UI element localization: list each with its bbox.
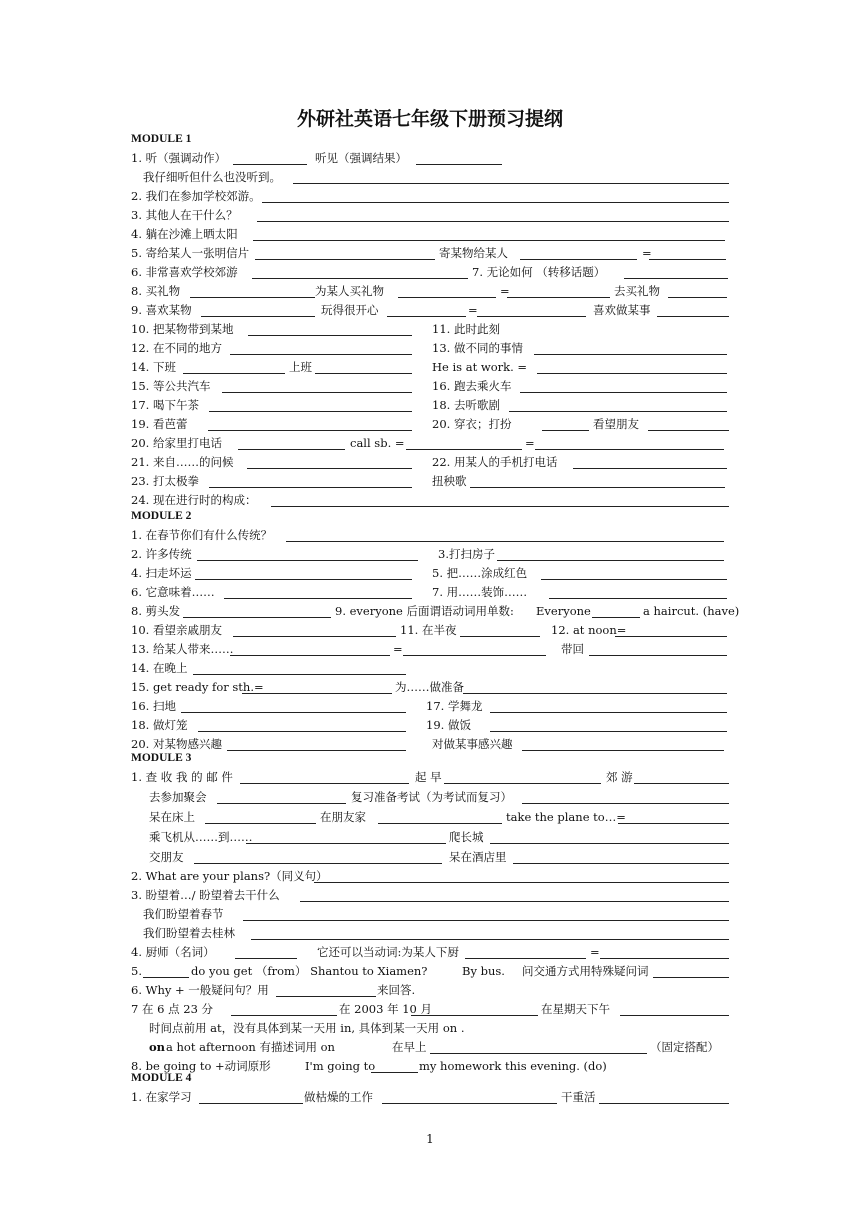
answer-blank[interactable] bbox=[387, 316, 466, 317]
outline-line bbox=[0, 735, 860, 754]
line-text: 看望朋友 bbox=[593, 417, 639, 431]
outline-line bbox=[0, 377, 860, 396]
page-number: 1 bbox=[426, 1132, 434, 1146]
line-text: 带回 bbox=[561, 642, 584, 656]
line-text: 乘飞机从……到…… bbox=[149, 830, 253, 844]
answer-blank[interactable] bbox=[406, 449, 522, 450]
answer-blank[interactable] bbox=[190, 297, 315, 298]
answer-blank[interactable] bbox=[624, 278, 728, 279]
answer-blank[interactable] bbox=[537, 373, 727, 374]
line-text: = bbox=[468, 303, 478, 317]
answer-blank[interactable] bbox=[201, 316, 315, 317]
outline-line bbox=[0, 282, 860, 301]
answer-blank[interactable] bbox=[194, 863, 442, 864]
line-text: 玩得很开心 bbox=[321, 303, 379, 317]
outline-line bbox=[0, 768, 860, 787]
line-text: 在星期天下午 bbox=[541, 1002, 610, 1016]
answer-blank[interactable] bbox=[541, 579, 727, 580]
answer-blank[interactable] bbox=[235, 958, 297, 959]
answer-blank[interactable] bbox=[592, 617, 640, 618]
line-text: 7. 用……装饰…… bbox=[432, 585, 528, 599]
line-text: 14. 在晚上 bbox=[131, 661, 188, 675]
outline-line bbox=[0, 905, 860, 924]
line-text: 4. 躺在沙滩上晒太阳 bbox=[131, 227, 238, 241]
line-text: 18. 去听歌剧 bbox=[432, 398, 500, 412]
answer-blank[interactable] bbox=[209, 411, 412, 412]
answer-blank[interactable] bbox=[238, 449, 345, 450]
line-text: 3. 盼望着…/ 盼望着去干什么 bbox=[131, 888, 280, 902]
outline-line bbox=[0, 564, 860, 583]
line-text: 16. 扫地 bbox=[131, 699, 176, 713]
line-text: 6. Why + 一般疑问句？用 bbox=[131, 983, 269, 997]
outline-line bbox=[0, 1000, 860, 1019]
outline-line bbox=[0, 583, 860, 602]
line-text: 时间点前用 at，没有具体到某一天用 in, 具体到某一天用 on . bbox=[149, 1021, 465, 1035]
outline-line bbox=[0, 339, 860, 358]
line-text: 17. 学舞龙 bbox=[426, 699, 483, 713]
outline-line bbox=[0, 602, 860, 621]
module-heading: MODULE 3 bbox=[131, 752, 192, 764]
outline-line bbox=[0, 788, 860, 807]
outline-line bbox=[0, 358, 860, 377]
answer-blank[interactable] bbox=[463, 693, 727, 694]
outline-line bbox=[0, 808, 860, 827]
line-text: 听见（强调结果） bbox=[315, 151, 407, 165]
answer-blank[interactable] bbox=[251, 939, 729, 940]
answer-blank[interactable] bbox=[233, 164, 307, 165]
line-text: 我仔细听但什么也没听到。 bbox=[143, 170, 281, 184]
answer-blank[interactable] bbox=[522, 803, 729, 804]
answer-blank[interactable] bbox=[653, 977, 729, 978]
outline-line bbox=[0, 263, 860, 282]
answer-blank[interactable] bbox=[444, 783, 601, 784]
answer-blank[interactable] bbox=[497, 560, 724, 561]
line-text: = bbox=[393, 642, 403, 656]
line-text: 5. 把……涂成红色 bbox=[432, 566, 528, 580]
line-text: 爬长城 bbox=[449, 830, 484, 844]
line-text: 2. 我们在参加学校郊游。 bbox=[131, 189, 261, 203]
answer-blank[interactable] bbox=[242, 693, 392, 694]
line-text: 1. 查 收 我 的 邮 件 bbox=[131, 770, 233, 784]
line-text: 13. 给某人带来…… bbox=[131, 642, 234, 656]
line-text: 9. 喜欢某物 bbox=[131, 303, 192, 317]
outline-line bbox=[0, 621, 860, 640]
outline-line bbox=[0, 168, 860, 187]
line-text: 干重活 bbox=[561, 1090, 596, 1104]
answer-blank[interactable] bbox=[589, 655, 727, 656]
line-text: 15. 等公共汽车 bbox=[131, 379, 211, 393]
line-text: = bbox=[642, 246, 652, 260]
answer-blank[interactable] bbox=[470, 487, 725, 488]
answer-blank[interactable] bbox=[262, 202, 729, 203]
line-text: 13. 做不同的事情 bbox=[432, 341, 523, 355]
line-text: 10. 把某物带到某地 bbox=[131, 322, 234, 336]
line-text: 去参加聚会 bbox=[149, 790, 207, 804]
answer-blank[interactable] bbox=[222, 392, 412, 393]
line-text: 11. 此时此刻 bbox=[432, 322, 500, 336]
answer-blank[interactable] bbox=[183, 373, 285, 374]
answer-blank[interactable] bbox=[293, 183, 729, 184]
line-text: a haircut. (have) bbox=[643, 604, 740, 618]
answer-blank[interactable] bbox=[411, 1015, 538, 1016]
answer-blank[interactable] bbox=[208, 430, 412, 431]
line-text: 7. 无论如何 （转移话题） bbox=[472, 265, 606, 279]
line-text: 起 早 bbox=[415, 770, 442, 784]
answer-blank[interactable] bbox=[271, 506, 729, 507]
answer-blank[interactable] bbox=[382, 1103, 557, 1104]
line-text: 做枯燥的工作 bbox=[304, 1090, 373, 1104]
answer-blank[interactable] bbox=[398, 297, 496, 298]
answer-blank[interactable] bbox=[199, 1103, 303, 1104]
answer-blank[interactable] bbox=[535, 449, 724, 450]
outline-line bbox=[0, 828, 860, 847]
outline-line bbox=[0, 396, 860, 415]
line-text: 1. 在春节你们有什么传统？ bbox=[131, 528, 273, 542]
answer-blank[interactable] bbox=[534, 354, 727, 355]
answer-blank[interactable] bbox=[490, 731, 727, 732]
line-text: 它还可以当动词:为某人下厨 bbox=[317, 945, 459, 959]
answer-blank[interactable] bbox=[634, 783, 729, 784]
answer-blank[interactable] bbox=[243, 920, 729, 921]
outline-line bbox=[0, 545, 860, 564]
line-text: 9. everyone 后面谓语动词用单数: bbox=[335, 604, 514, 618]
line-text: do you get （from） Shantou to Xiamen? bbox=[191, 964, 428, 978]
answer-blank[interactable] bbox=[276, 996, 376, 997]
outline-line bbox=[0, 962, 860, 981]
line-text: 寄某物给某人 bbox=[439, 246, 508, 260]
outline-line bbox=[0, 1088, 860, 1107]
outline-line bbox=[0, 453, 860, 472]
answer-blank[interactable] bbox=[227, 750, 406, 751]
outline-line bbox=[0, 678, 860, 697]
outline-line bbox=[0, 472, 860, 491]
line-text: 去买礼物 bbox=[614, 284, 660, 298]
answer-blank[interactable] bbox=[314, 882, 729, 883]
outline-line bbox=[0, 1057, 860, 1076]
answer-blank[interactable] bbox=[371, 1072, 418, 1073]
outline-line bbox=[0, 1019, 860, 1038]
outline-line bbox=[0, 716, 860, 735]
line-text: 复习准备考试（为考试而复习） bbox=[351, 790, 512, 804]
answer-blank[interactable] bbox=[248, 335, 412, 336]
answer-blank[interactable] bbox=[507, 297, 610, 298]
answer-blank[interactable] bbox=[668, 297, 727, 298]
line-text: By bus. bbox=[462, 964, 505, 978]
answer-blank[interactable] bbox=[416, 164, 502, 165]
line-text: 上班 bbox=[289, 360, 312, 374]
line-text: 21. 来自……的问候 bbox=[131, 455, 234, 469]
answer-blank[interactable] bbox=[255, 259, 435, 260]
answer-blank[interactable] bbox=[143, 977, 189, 978]
line-text: call sb. = bbox=[350, 436, 405, 450]
answer-blank[interactable] bbox=[657, 316, 729, 317]
answer-blank[interactable] bbox=[197, 560, 418, 561]
answer-blank[interactable] bbox=[224, 598, 412, 599]
line-text: 为某人买礼物 bbox=[315, 284, 384, 298]
outline-line bbox=[0, 943, 860, 962]
page-title: 外研社英语七年级下册预习提纲 bbox=[296, 108, 563, 130]
line-text: 4. 扫走坏运 bbox=[131, 566, 192, 580]
answer-blank[interactable] bbox=[246, 843, 446, 844]
answer-blank[interactable] bbox=[615, 636, 727, 637]
line-text: 6. 它意味着…… bbox=[131, 585, 215, 599]
line-text: 2. What are your plans?（同义句） bbox=[131, 869, 328, 883]
answer-blank[interactable] bbox=[649, 259, 726, 260]
answer-blank[interactable] bbox=[513, 863, 729, 864]
line-text: 15. get ready for sth.= bbox=[131, 680, 264, 694]
line-text: 交朋友 bbox=[149, 850, 184, 864]
answer-blank[interactable] bbox=[230, 354, 412, 355]
answer-blank[interactable] bbox=[247, 468, 412, 469]
line-text: on bbox=[149, 1040, 166, 1054]
answer-blank[interactable] bbox=[315, 373, 412, 374]
line-text: 3.打扫房子 bbox=[438, 547, 495, 561]
answer-blank[interactable] bbox=[509, 411, 727, 412]
answer-blank[interactable] bbox=[573, 468, 727, 469]
answer-blank[interactable] bbox=[253, 240, 725, 241]
outline-line bbox=[0, 659, 860, 678]
line-text: I'm going to bbox=[305, 1059, 376, 1073]
answer-blank[interactable] bbox=[618, 823, 729, 824]
line-text: 19. 做饭 bbox=[426, 718, 471, 732]
answer-blank[interactable] bbox=[231, 1015, 337, 1016]
line-text: 呆在酒店里 bbox=[449, 850, 507, 864]
line-text: 8. be going to +动词原形 bbox=[131, 1059, 271, 1073]
line-text: 来回答. bbox=[377, 983, 416, 997]
module-heading: MODULE 2 bbox=[131, 510, 192, 522]
line-text: 11. 在半夜 bbox=[400, 623, 457, 637]
answer-blank[interactable] bbox=[286, 541, 724, 542]
answer-blank[interactable] bbox=[522, 750, 724, 751]
answer-blank[interactable] bbox=[240, 783, 409, 784]
answer-blank[interactable] bbox=[257, 221, 729, 222]
outline-line bbox=[0, 491, 860, 510]
answer-blank[interactable] bbox=[490, 843, 729, 844]
line-text: 5. 寄给某人一张明信片 bbox=[131, 246, 250, 260]
answer-blank[interactable] bbox=[403, 655, 546, 656]
line-text: 17. 喝下午茶 bbox=[131, 398, 199, 412]
line-text: 8. 买礼物 bbox=[131, 284, 181, 298]
outline-line bbox=[0, 1038, 860, 1057]
line-text: （固定搭配） bbox=[650, 1040, 719, 1054]
line-text: 20. 对某物感兴趣 bbox=[131, 737, 222, 751]
answer-blank[interactable] bbox=[520, 259, 637, 260]
line-text: 问交通方式用特殊疑问词 bbox=[522, 964, 649, 978]
line-text: 1. 听（强调动作） bbox=[131, 151, 227, 165]
line-text: a hot afternoon 有描述词用 on bbox=[166, 1040, 335, 1054]
line-text: 在朋友家 bbox=[320, 810, 366, 824]
outline-line bbox=[0, 848, 860, 867]
outline-line bbox=[0, 244, 860, 263]
answer-blank[interactable] bbox=[300, 901, 729, 902]
answer-blank[interactable] bbox=[460, 636, 540, 637]
line-text: 12. 在不同的地方 bbox=[131, 341, 222, 355]
answer-blank[interactable] bbox=[195, 579, 412, 580]
line-text: 我们盼望着春节 bbox=[143, 907, 224, 921]
line-text: = bbox=[500, 284, 510, 298]
answer-blank[interactable] bbox=[205, 823, 316, 824]
module-heading: MODULE 4 bbox=[131, 1072, 192, 1084]
line-text: 18. 做灯笼 bbox=[131, 718, 188, 732]
line-text: 在 2003 年 10 月 bbox=[339, 1002, 433, 1016]
outline-line bbox=[0, 187, 860, 206]
line-text: 1. 在家学习 bbox=[131, 1090, 192, 1104]
line-text: = bbox=[590, 945, 600, 959]
answer-blank[interactable] bbox=[198, 731, 406, 732]
line-text: 23. 打太极拳 bbox=[131, 474, 199, 488]
answer-blank[interactable] bbox=[193, 674, 406, 675]
line-text: 7 在 6 点 23 分 bbox=[131, 1002, 214, 1016]
outline-line bbox=[0, 320, 860, 339]
outline-line bbox=[0, 640, 860, 659]
outline-line bbox=[0, 981, 860, 1000]
line-text: Everyone bbox=[536, 604, 591, 618]
line-text: 为……做准备 bbox=[395, 680, 464, 694]
answer-blank[interactable] bbox=[648, 430, 729, 431]
line-text: 对做某事感兴趣 bbox=[432, 737, 513, 751]
outline-line bbox=[0, 434, 860, 453]
line-text: 6. 非常喜欢学校郊游 bbox=[131, 265, 238, 279]
line-text: 4. 厨师（名词） bbox=[131, 945, 215, 959]
line-text: = bbox=[525, 436, 535, 450]
outline-line bbox=[0, 697, 860, 716]
line-text: 8. 剪头发 bbox=[131, 604, 181, 618]
answer-blank[interactable] bbox=[599, 1103, 729, 1104]
line-text: 郊 游 bbox=[606, 770, 633, 784]
answer-blank[interactable] bbox=[549, 598, 727, 599]
answer-blank[interactable] bbox=[490, 712, 727, 713]
answer-blank[interactable] bbox=[252, 278, 468, 279]
line-text: 2. 许多传统 bbox=[131, 547, 192, 561]
outline-line bbox=[0, 225, 860, 244]
answer-blank[interactable] bbox=[477, 316, 586, 317]
line-text: 14. 下班 bbox=[131, 360, 176, 374]
line-text: 扭秧歌 bbox=[432, 474, 467, 488]
answer-blank[interactable] bbox=[183, 617, 331, 618]
line-text: 10. 看望亲戚朋友 bbox=[131, 623, 222, 637]
outline-line bbox=[0, 149, 860, 168]
line-text: 我们盼望着去桂林 bbox=[143, 926, 235, 940]
line-text: 19. 看芭蕾 bbox=[131, 417, 188, 431]
answer-blank[interactable] bbox=[520, 392, 727, 393]
outline-line bbox=[0, 415, 860, 434]
answer-blank[interactable] bbox=[620, 1015, 729, 1016]
answer-blank[interactable] bbox=[542, 430, 589, 431]
answer-blank[interactable] bbox=[378, 823, 502, 824]
answer-blank[interactable] bbox=[233, 636, 396, 637]
outline-line bbox=[0, 867, 860, 886]
line-text: my homework this evening. (do) bbox=[419, 1059, 607, 1073]
line-text: 呆在床上 bbox=[149, 810, 195, 824]
line-text: take the plane to…= bbox=[506, 810, 626, 824]
outline-line bbox=[0, 886, 860, 905]
answer-blank[interactable] bbox=[430, 1053, 647, 1054]
line-text: 16. 跑去乘火车 bbox=[432, 379, 512, 393]
line-text: 20. 给家里打电话 bbox=[131, 436, 222, 450]
line-text: 24. 现在进行时的构成： bbox=[131, 493, 257, 507]
line-text: 5. bbox=[131, 964, 142, 978]
answer-blank[interactable] bbox=[209, 487, 412, 488]
outline-line bbox=[0, 206, 860, 225]
line-text: 3. 其他人在干什么？ bbox=[131, 208, 238, 222]
line-text: 在早上 bbox=[392, 1040, 427, 1054]
answer-blank[interactable] bbox=[181, 712, 406, 713]
line-text: 20. 穿衣；打扮 bbox=[432, 417, 512, 431]
module-heading: MODULE 1 bbox=[131, 133, 192, 145]
outline-line bbox=[0, 526, 860, 545]
answer-blank[interactable] bbox=[465, 958, 586, 959]
line-text: 喜欢做某事 bbox=[593, 303, 651, 317]
line-text: 12. at noon= bbox=[551, 623, 627, 637]
outline-line bbox=[0, 301, 860, 320]
line-text: He is at work. = bbox=[432, 360, 528, 374]
outline-line bbox=[0, 924, 860, 943]
answer-blank[interactable] bbox=[230, 655, 390, 656]
line-text: 22. 用某人的手机打电话 bbox=[432, 455, 558, 469]
answer-blank[interactable] bbox=[600, 958, 729, 959]
answer-blank[interactable] bbox=[217, 803, 346, 804]
